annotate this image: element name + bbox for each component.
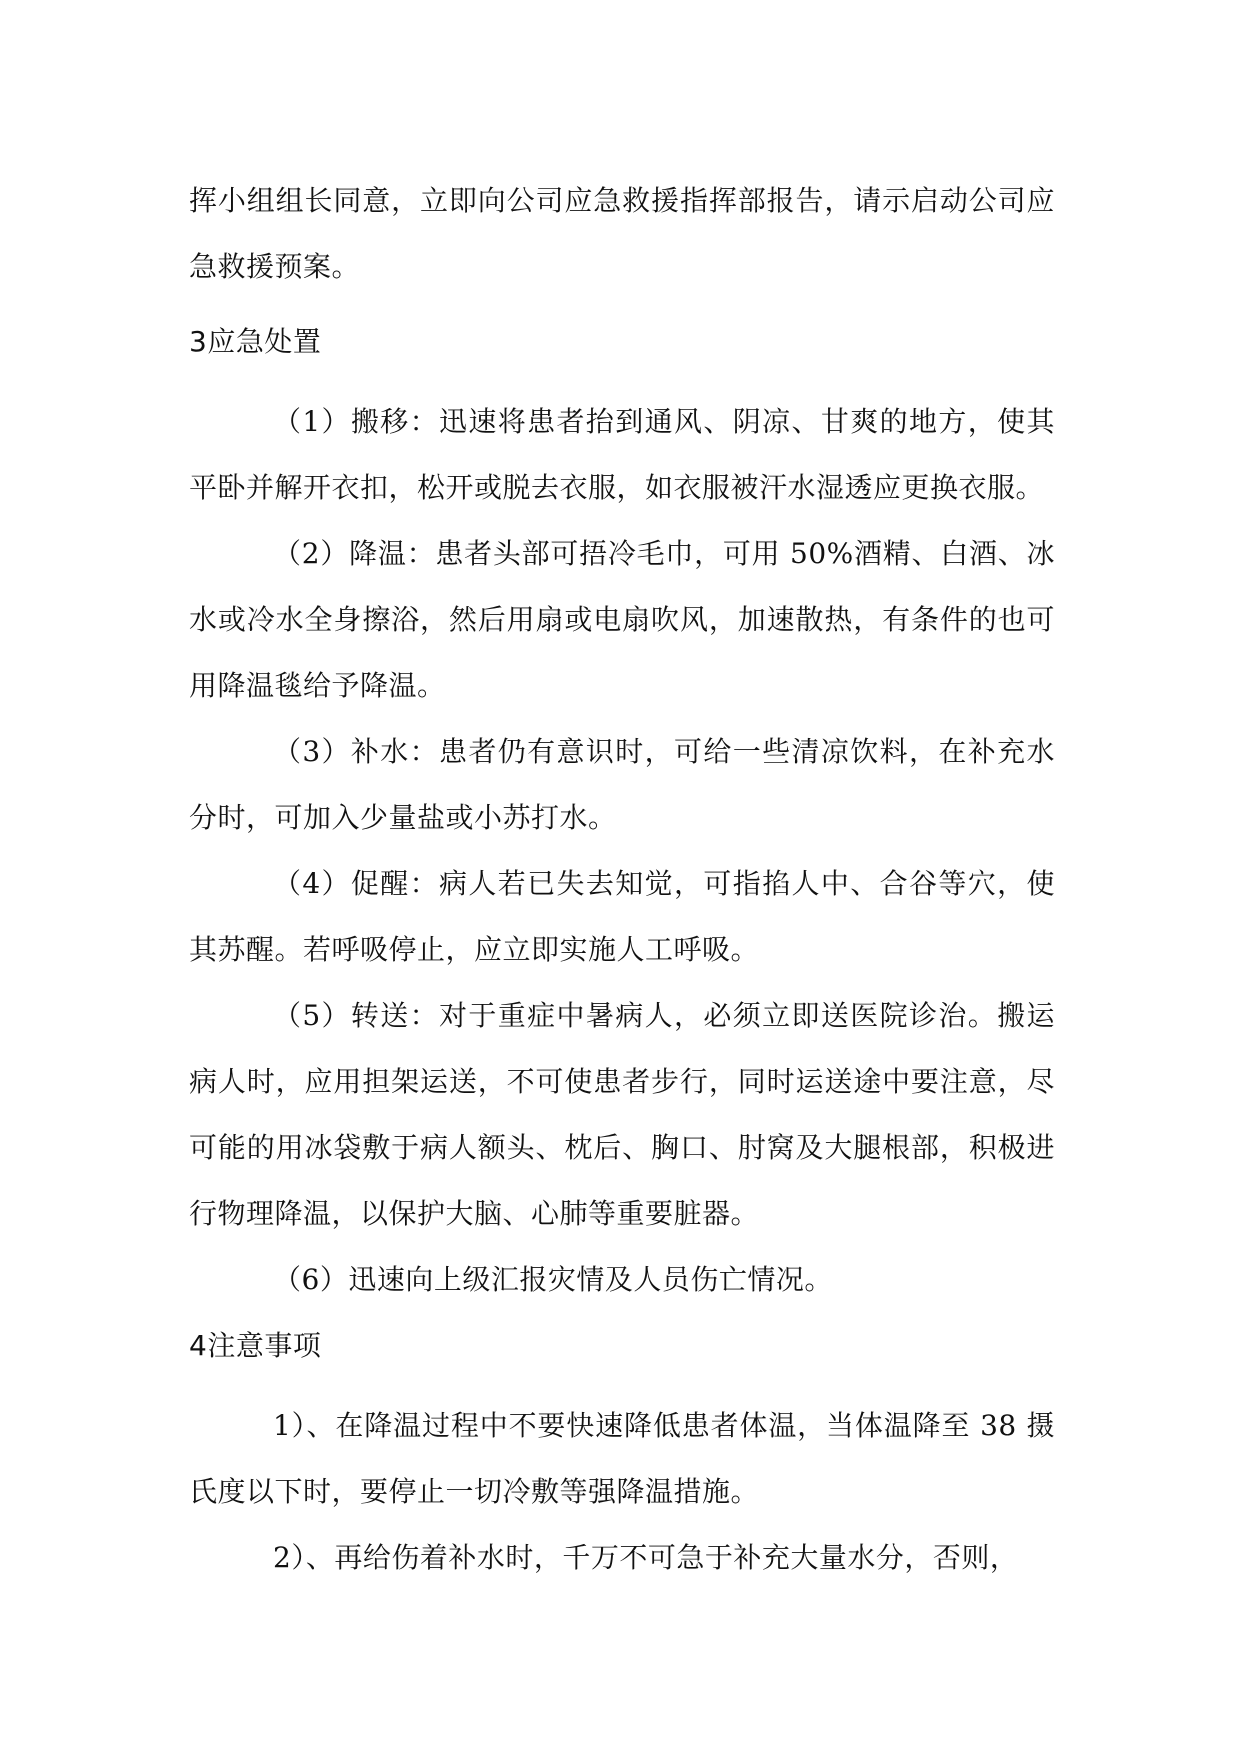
section-4-item-2: 2）、再给伤着补水时，千万不可急于补充大量水分，否则， — [273, 1541, 1019, 1574]
section-4-body — [189, 1393, 1055, 1591]
section-3-body — [189, 389, 1055, 1313]
opening-paragraph: 挥小组组长同意，立即向公司应急救援指挥部报告，请示启动公司应急救援预案。 — [189, 184, 1055, 283]
section-3-item-3: （3）补水：患者仍有意识时，可给一些清凉饮料，在补充水分时，可加入少量盐或小苏打水。 — [189, 735, 1055, 834]
section-3-item-6: （6）迅速向上级汇报灾情及人员伤亡情况。 — [273, 1263, 833, 1296]
section-3-item-5: （5）转送：对于重症中暑病人，必须立即送医院诊治。搬运病人时，应用担架运送，不可使患者步行，同时运送途中要注意，尽可能的用冰袋敷于病人额头、枕后、胸口、肘窝及大腿根部，积极进行物理降温，以保护大脑、心肺等重要脏器。 — [189, 999, 1055, 1230]
section-4-heading: 4注意事项 — [189, 1329, 322, 1362]
section-3-item-1: （1）搬移：迅速将患者抬到通风、阴凉、甘爽的地方，使其平卧并解开衣扣，松开或脱去衣服，如衣服被汗水湿透应更换衣服。 — [189, 405, 1055, 504]
section-3-item-2: （2）降温：患者头部可捂冷毛巾，可用 50%酒精、白酒、冰水或冷水全身擦浴，然后用扇或电扇吹风，加速散热，有条件的也可用降温毯给予降温。 — [189, 537, 1055, 702]
section-4-item-1: 1）、在降温过程中不要快速降低患者体温，当体温降至 38 摄氏度以下时，要停止一切冷敷等强降温措施。 — [189, 1409, 1055, 1508]
section-3-item-4: （4）促醒：病人若已失去知觉，可指掐人中、合谷等穴，使其苏醒。若呼吸停止，应立即实施人工呼吸。 — [189, 867, 1055, 966]
section-3-heading: 3应急处置 — [189, 325, 322, 358]
document-page — [189, 168, 1055, 1591]
